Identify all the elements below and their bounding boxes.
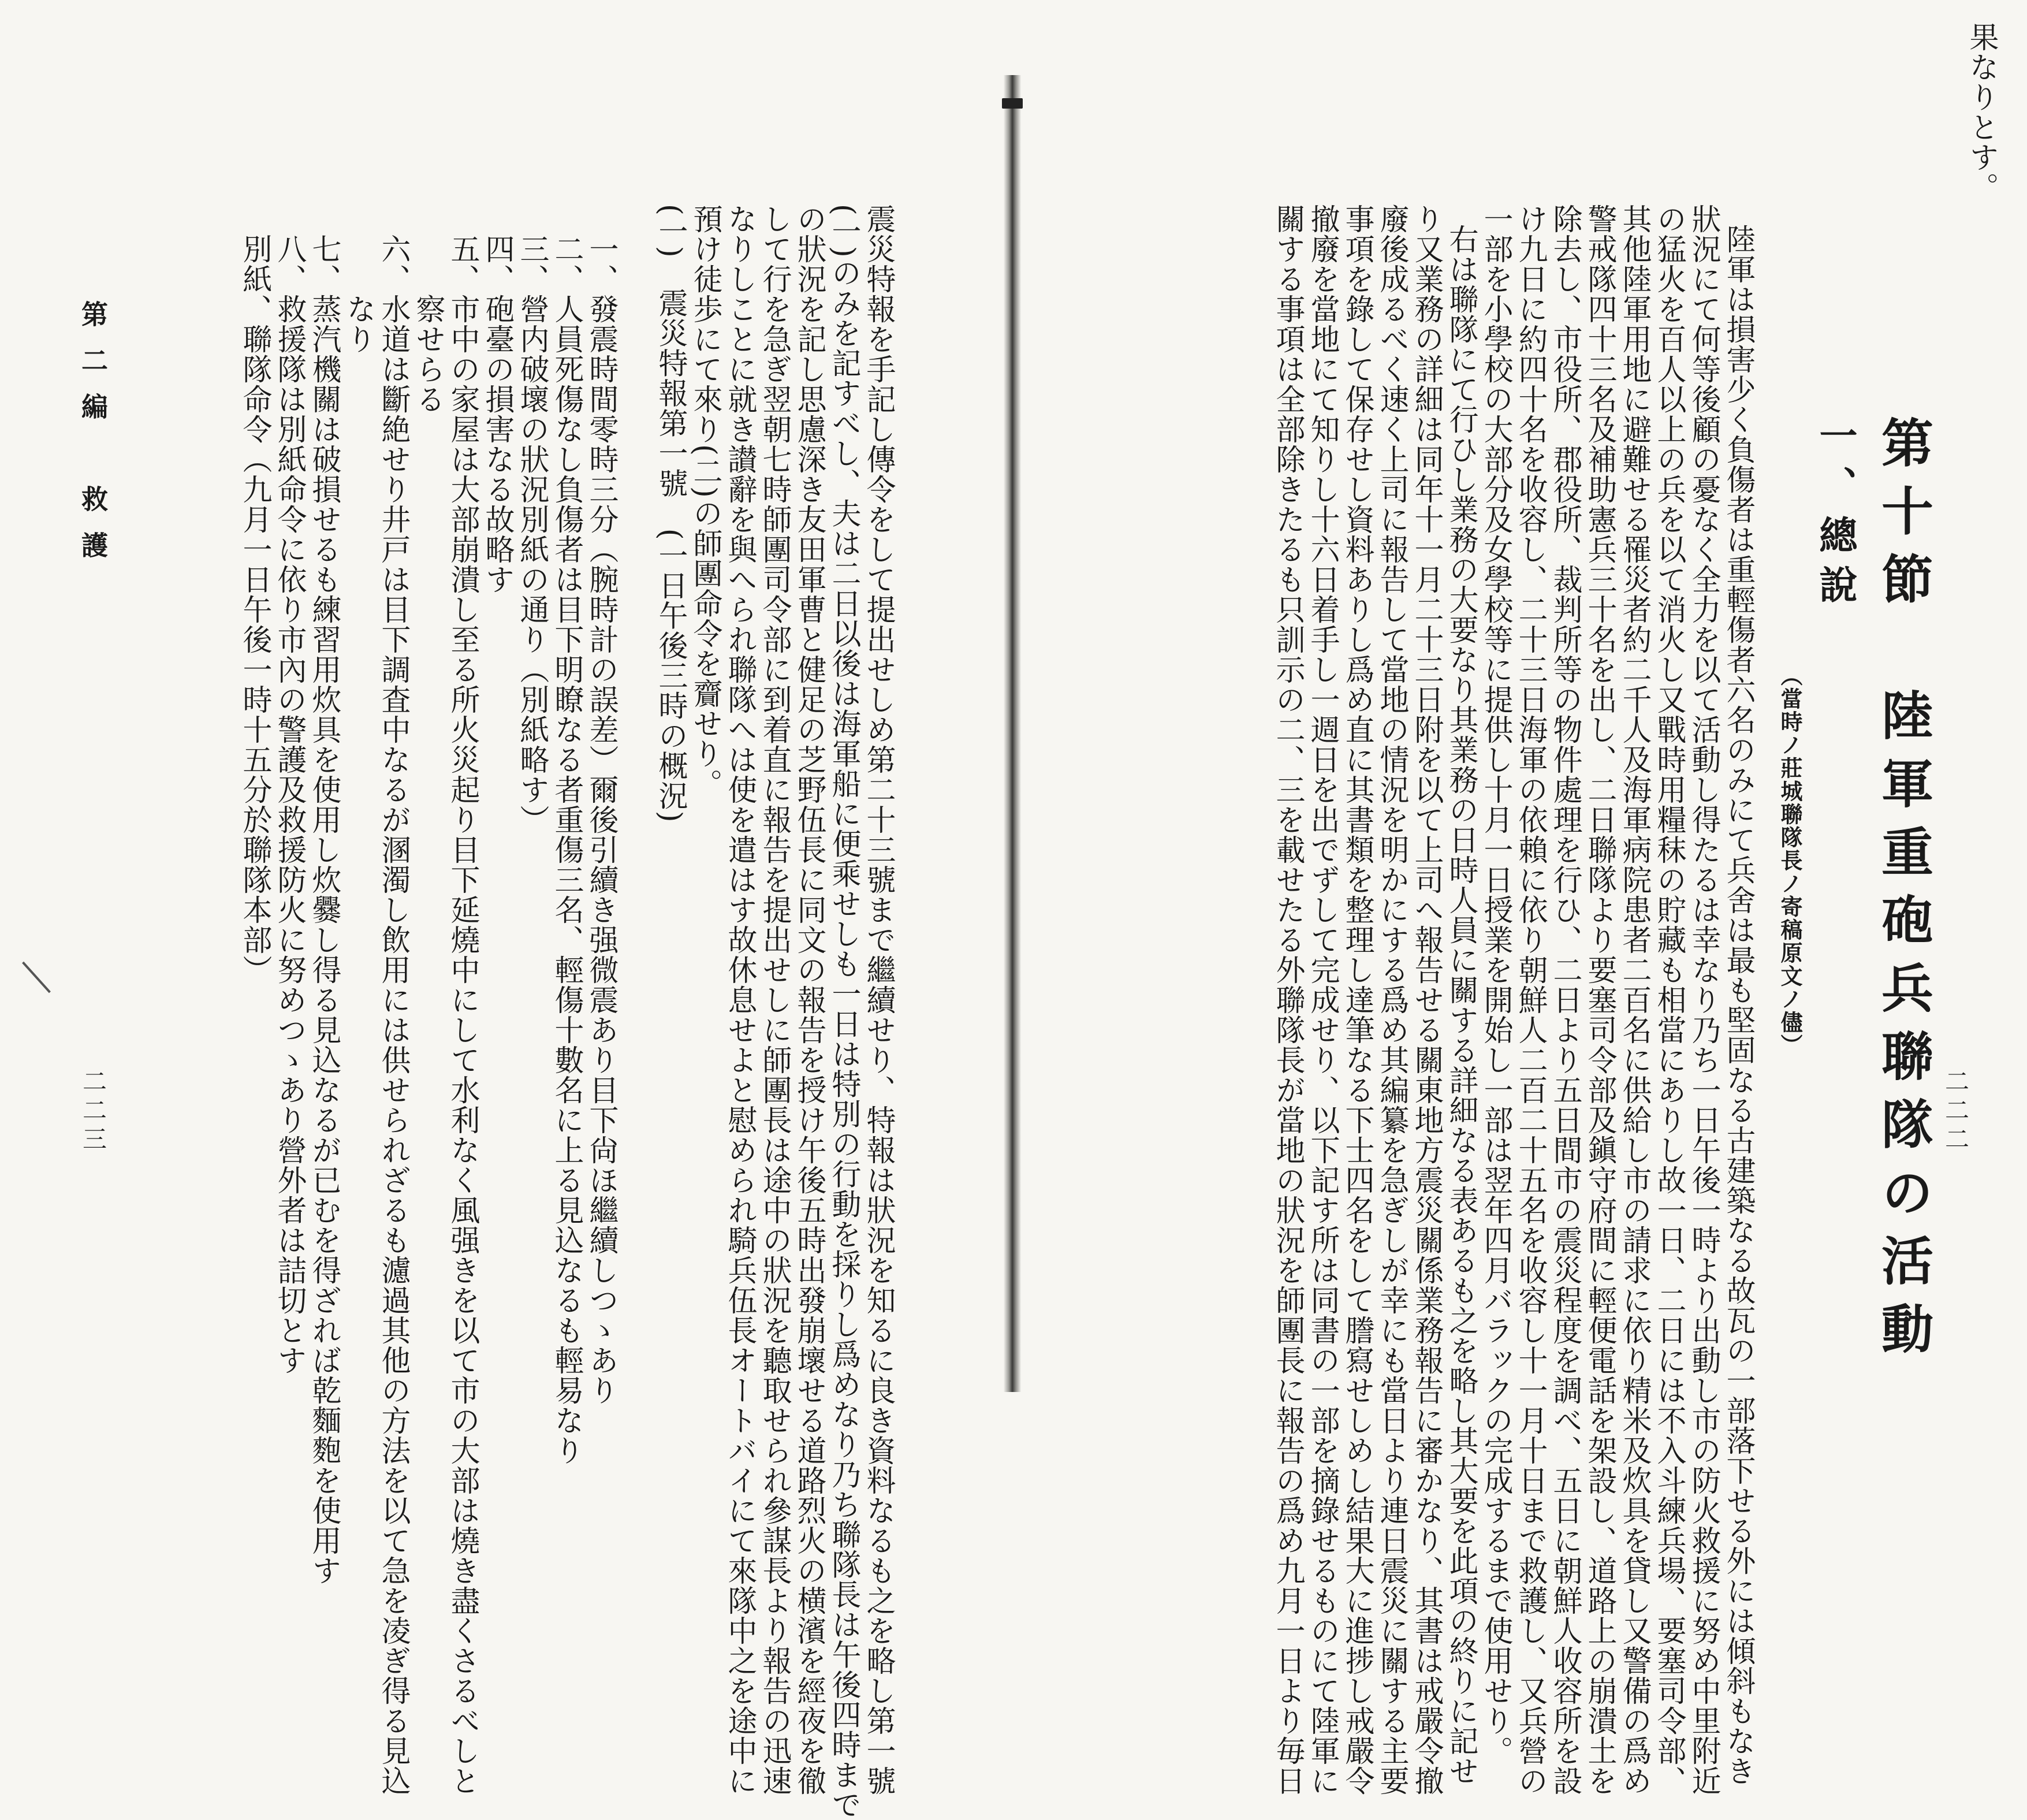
list-item: なり	[341, 234, 375, 354]
body-line: 陸軍は損害少く負傷者は重輕傷者六名のみにて兵舍は最も堅固なる古建築なる故瓦の一部落下せる外には傾斜もなき	[1721, 224, 1755, 1786]
body-line: 其他陸軍用地に避難せる罹災者約二千人及海軍病院患者二百名に供給し市の請求に依り精米及炊具を貸し又警備の爲め	[1617, 204, 1651, 1796]
list-item: 八、救援隊は別紙命令に依り市內の警護及救援防火に努めつゝあり營外者は詰切とす	[272, 234, 306, 1375]
list-item: 二、人員死傷なし負傷者は目下明瞭なる者重傷三名、輕傷十數名に上る見込なるも輕易なり	[549, 234, 583, 1465]
stray-mark	[22, 962, 51, 993]
spine-mark	[1002, 98, 1023, 109]
body-line: 廢後成るべく速く上司に報告して當地の情況を明かにする爲め其編纂を急ぎしが幸にも當日より連日震災に關する主要	[1374, 204, 1409, 1796]
body-line: 事項を錄して保存せし資料ありし爲め直に其書類を整理し達筆なる下士四名をして謄寫せしめし結果大に進捗し戒嚴令	[1340, 204, 1374, 1796]
subsection-note: （當時ノ莊城聯隊長ノ寄稿原文ノ儘）	[1777, 664, 1803, 1057]
subsection-title: 一、總說	[1813, 416, 1858, 615]
page-number-right: 二二二	[1942, 1069, 1970, 1155]
body-line: 震災特報を手記し傳令をして提出せしめ第二十三號まで繼續せり、特報は狀況を知るに良き資料なるも之を略し第一號	[861, 204, 895, 1796]
body-line: 除去し、市役所、郡役所、裁判所等の物件處理を行ひ、二日より五日間市の震災程度を調べ、五日に朝鮮人收容所を設	[1548, 204, 1582, 1796]
right-page	[1034, 0, 2027, 1796]
body-line: 預け徒歩にて來り(二)の師團命令を齎せり。	[688, 204, 722, 799]
list-item: 別紙、聯隊命令（九月一日午後一時十五分於聯隊本部）	[237, 234, 271, 985]
body-line: (一)のみを記すべし、夫は二日以後は海軍船に便乘せしも一日は特別の行動を採りし爲めなり乃ち聯隊長は午後四時まで	[826, 204, 860, 1820]
list-item: 四、砲臺の損害なる故略す	[480, 234, 514, 594]
body-line: 警戒隊四十三名及補助憲兵三十名を出し、二日聯隊より要塞司令部及鎭守府間に輕便電話を架設し、道路上の崩潰土を	[1582, 204, 1616, 1796]
body-line: して行を急ぎ翌朝七時師團司令部に到着直に報告を提出せしに師團長は途中の狀況を聽取せられ參謀長より報告の迅速	[757, 204, 791, 1796]
body-line: 一部を小學校の大部分及女學校等に提供し十月一日授業を開始し一部は翌年四月バラックの完成するまで使用せり。	[1478, 204, 1512, 1766]
list-item: 六、水道は斷絶せり井戸は目下調査中なるが溷濁し飲用には供せられざるも濾過其他の方法を以て急を凌ぎ得る見込	[376, 234, 410, 1796]
body-line: の狀況を記し思慮深き友田軍曹と健足の芝野伍長に同文の報告を授け午後五時出發崩壞せる道路烈火の横濱を經夜を徹	[792, 204, 826, 1796]
section-title: 第十節 陸軍重砲兵聯隊の活動	[1872, 416, 1933, 1370]
book-spine	[1004, 75, 1021, 1392]
list-item: 三、營内破壞の狀況別紙の通り（別紙略す）	[515, 234, 549, 835]
list-item: 察せらる	[411, 234, 445, 414]
body-line: け九日に約四十名を收容し、二十三日海軍の依賴に依り朝鮮人二百二十五名を收容し十一月十日まで救護し、又兵營の	[1513, 204, 1547, 1796]
body-line: 狀況にて何等後顧の憂なく全力を以て活動し得たるは幸なり乃ち一日午後一時より出動し市の防火救援に努め中里附近	[1686, 204, 1720, 1796]
page-number-left: 二二三	[79, 1069, 107, 1155]
list-item: 七、蒸汽機關は破損せるも練習用炊具を使用し炊爨し得る見込なるが已むを得ざれば乾麵麭を使用す	[307, 234, 341, 1585]
body-line: 撤廢を當地にて知りし十六日着手し一週日を出でずして完成せり、以下記す所は同書の一部を摘錄せるものにて陸軍に	[1305, 204, 1339, 1796]
body-line: なりしことに就き讃辭を與へられ聯隊へは使を遣はす故休息せよと慰められ騎兵伍長オートバイにて來隊中之を途中に	[722, 204, 757, 1796]
list-item: 一、發震時間零時三分（腕時計の誤差）爾後引續き强微震あり目下尙ほ繼續しつゝあり	[584, 234, 618, 1405]
body-line: り又業務の詳細は同年十一月二十三日附を以て上司へ報告せる關東地方震災關係業務報告に審かなり、其書は戒嚴令撤	[1409, 204, 1443, 1796]
list-item: 五、市中の家屋は大部崩潰し至る所火災起り目下延燒中にして水利なく風强きを以て市の大部は燒き盡くさるべしと	[445, 234, 479, 1796]
body-line: の猛火を百人以上の兵を以て消火し又戰時用糧秣の貯藏も相當にありし故一日、二日には不入斗練兵場、要塞司令部、	[1652, 204, 1686, 1796]
body-line: 關する事項は全部除きたるも只訓示の二、三を載せたる外聯隊長が當地の狀況を師團長に報告の爲め九月一日より毎日	[1270, 204, 1305, 1796]
carryover-text: 果なりとす。	[1964, 22, 1998, 202]
body-line: 右は聯隊にて行ひし業務の大要なり其業務の日時人員に關する詳細なる表あるも之を略し其大要を此項の終りに記せ	[1444, 224, 1478, 1786]
left-page	[0, 0, 999, 1820]
body-line: (一) 震災特報第一號 (一日午後三時の概況)	[653, 204, 687, 823]
footer-part-title: 第二編 救護	[77, 300, 109, 578]
